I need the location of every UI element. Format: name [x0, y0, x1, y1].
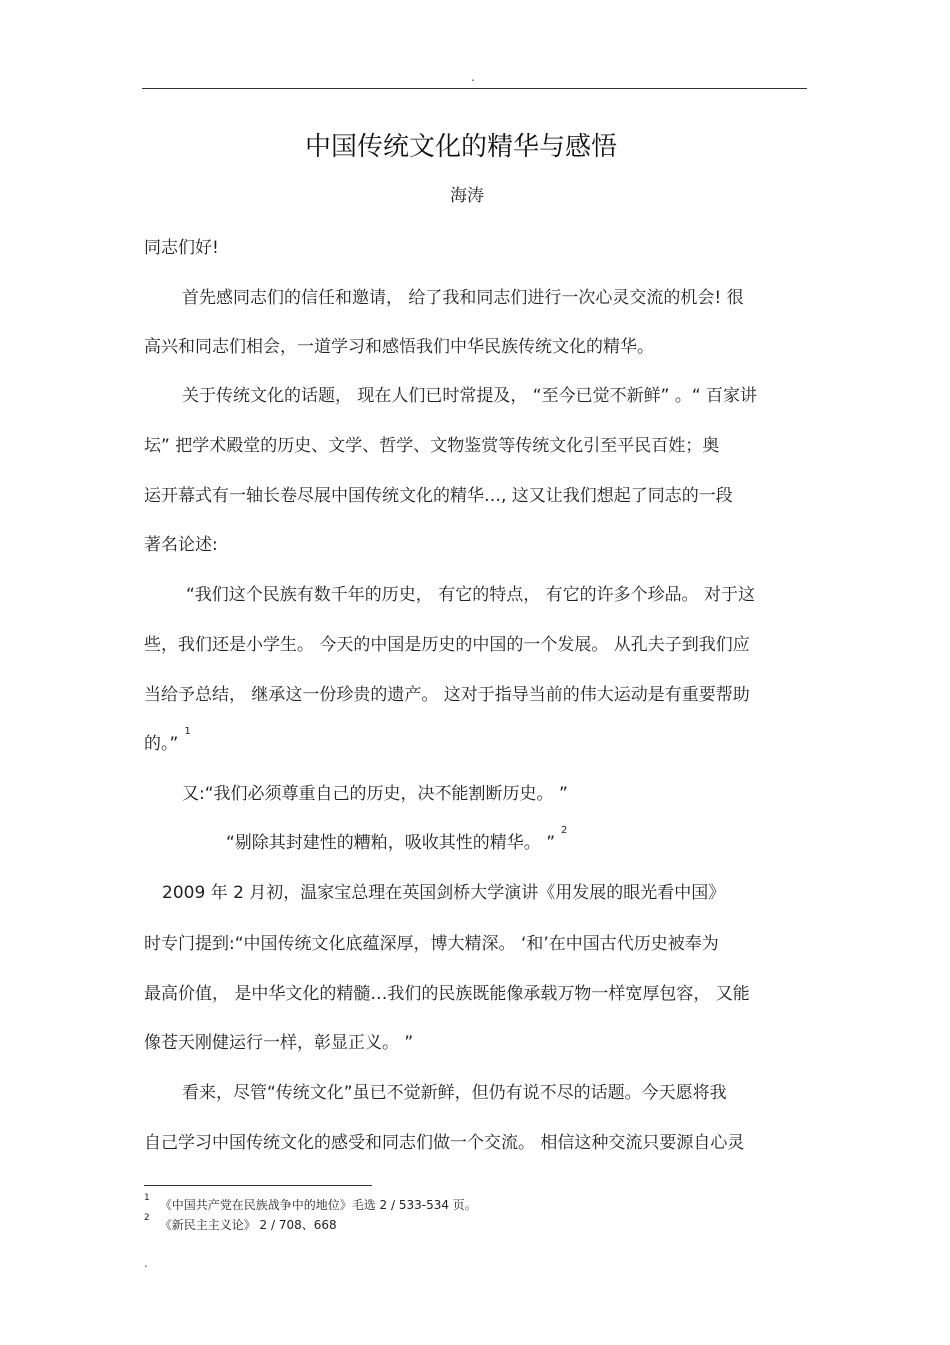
body-line: 首先感同志们的信任和邀请， 给了我和同志们进行一次心灵交流的机会! 很 — [182, 288, 744, 308]
body-line: 坛” 把学术殿堂的历史、文学、哲学、文物鉴赏等传统文化引至平民百姓；奥 — [144, 436, 720, 456]
body-line: 同志们好! — [144, 238, 219, 258]
body-line: 当给予总结， 继承这一份珍贵的遗产。 这对于指导当前的伟大运动是有重要帮助 — [144, 685, 750, 705]
footnote-number: 2 — [144, 1213, 150, 1223]
body-line: 自己学习中国传统文化的感受和同志们做一个交流。 相信这种交流只要源自心灵 — [144, 1133, 745, 1153]
body-line: 2009 年 2 月初，温家宝总理在英国剑桥大学演讲《用发展的眼光看中国》 — [162, 883, 726, 903]
footnote-number: 1 — [144, 1193, 150, 1203]
footnote — [144, 1213, 337, 1233]
footnote-text: 《中国共产党在民族战争中的地位》毛选 2 / 533-534 页。 — [159, 1198, 477, 1212]
footer-mark: . — [144, 1256, 148, 1270]
header-mark: . — [471, 70, 475, 84]
footnote-separator — [144, 1185, 372, 1186]
document-author: 海涛 — [450, 186, 484, 206]
body-line: “我们这个民族有数千年的历史， 有它的特点， 有它的许多个珍品。 对于这 — [186, 585, 756, 605]
body-line-with-footnote — [226, 825, 568, 853]
footnote-ref: 1 — [184, 726, 191, 738]
body-line: 又:“我们必须尊重自己的历史，决不能割断历史。 ” — [182, 784, 568, 804]
body-line-text: “剔除其封建性的糟粕，吸收其性的精华。 ” — [226, 833, 556, 853]
footnote-ref: 2 — [561, 825, 568, 837]
body-line: 运开幕式有一轴长卷尽展中国传统文化的精华…, 这又让我们想起了同志的一段 — [144, 486, 733, 506]
body-line: 看来，尽管“传统文化”虽已不觉新鲜，但仍有说不尽的话题。今天愿将我 — [182, 1083, 727, 1103]
body-line-with-footnote — [144, 726, 191, 754]
body-line: 最高价值， 是中华文化的精髓…我们的民族既能像承载万物一样宽厚包容， 又能 — [144, 984, 750, 1004]
body-line: 时专门提到:“中国传统文化底蕴深厚，博大精深。 ‘和’在中国古代历史被奉为 — [144, 934, 719, 954]
body-line: 些，我们还是小学生。 今天的中国是历史的中国的一个发展。 从孔夫子到我们应 — [144, 635, 750, 655]
footnote — [144, 1193, 477, 1213]
body-line-text: 的。” — [144, 734, 179, 754]
body-line: 著名论述: — [144, 535, 218, 555]
body-line: 像苍天刚健运行一样，彰显正义。 ” — [144, 1033, 414, 1053]
header-rule — [142, 88, 807, 89]
body-line: 高兴和同志们相会，一道学习和感悟我们中华民族传统文化的精华。 — [144, 337, 654, 357]
document-title: 中国传统文化的精华与感悟 — [305, 132, 618, 162]
footnote-text: 《新民主主义论》 2 / 708、668 — [159, 1218, 337, 1232]
body-line: 关于传统文化的话题， 现在人们已时常提及， “至今已觉不新鲜” 。“ 百家讲 — [182, 386, 758, 406]
